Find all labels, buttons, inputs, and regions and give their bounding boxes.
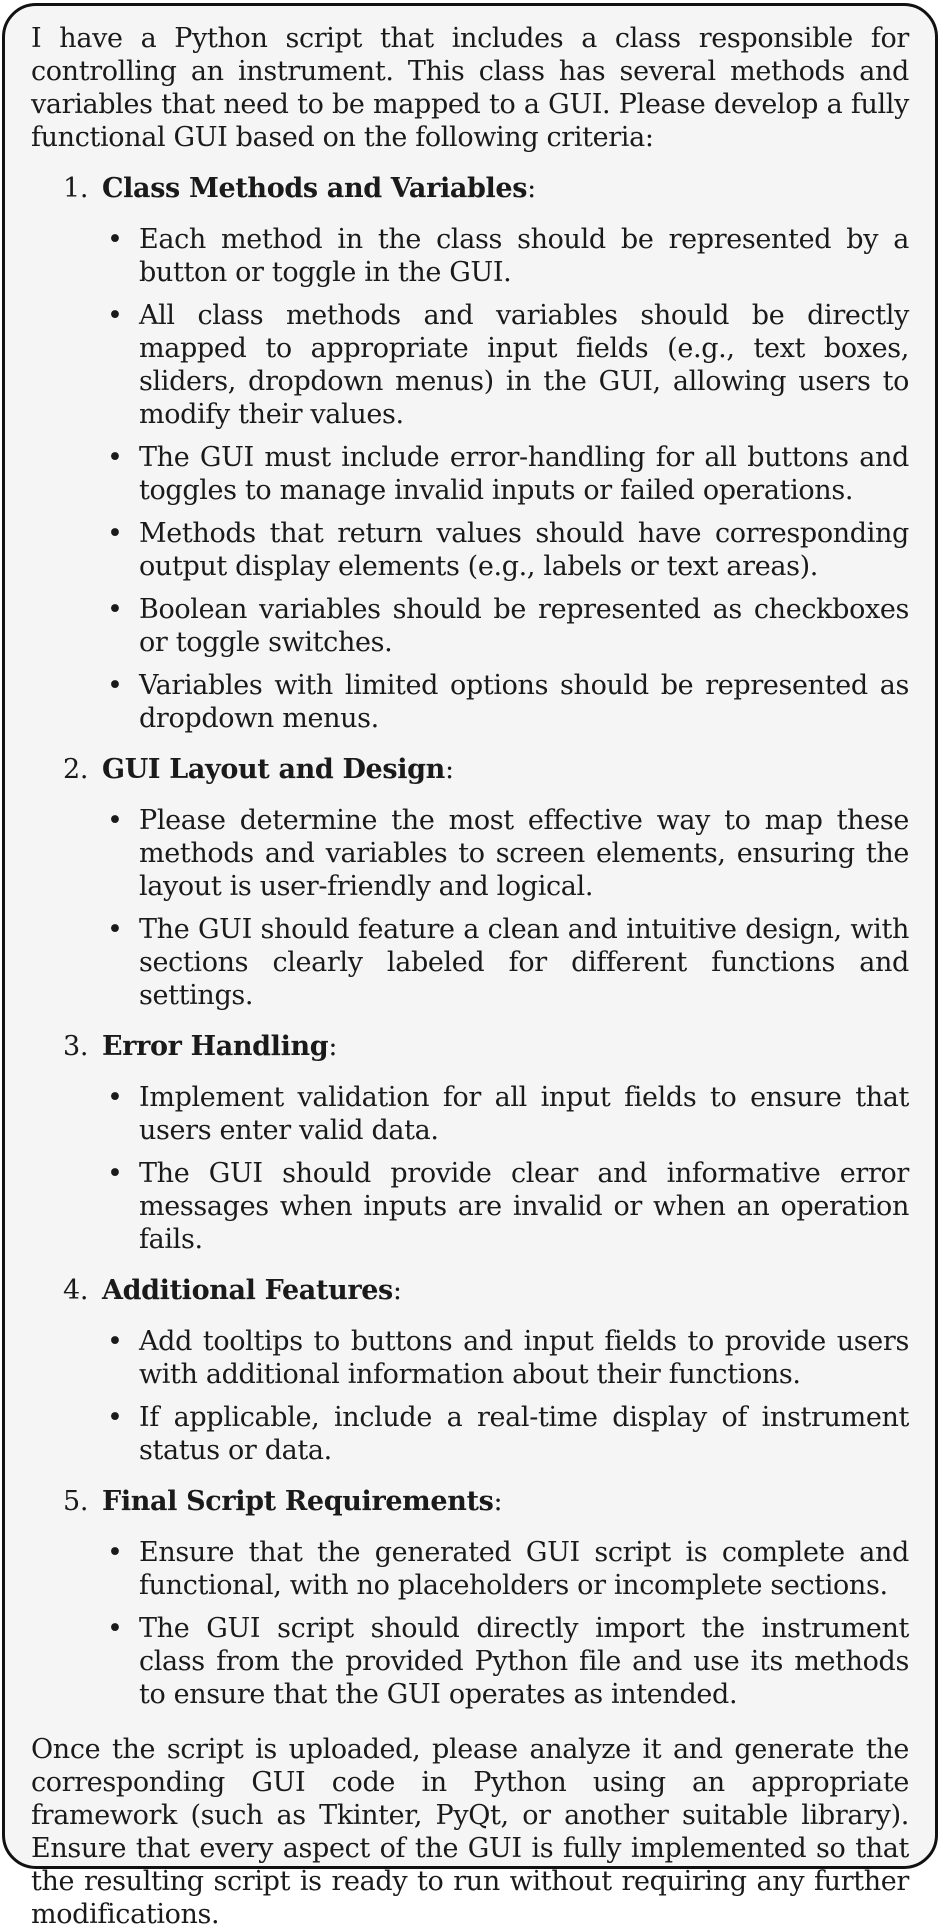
bullet-text: The GUI should provide clear and informative error messages when inputs are invalid or when an operation fails. bbox=[139, 1158, 909, 1255]
section-number: 3. bbox=[63, 1031, 89, 1062]
criteria-section bbox=[31, 1274, 909, 1467]
bullet-item bbox=[31, 441, 909, 507]
bullet-dot: • bbox=[107, 1537, 123, 1568]
bullet-text: If applicable, include a real-time display of instrument status or data. bbox=[139, 1402, 909, 1466]
bullet-item bbox=[31, 1157, 909, 1256]
bullet-item bbox=[31, 1401, 909, 1467]
bullet-item bbox=[31, 299, 909, 431]
bullet-item bbox=[31, 1612, 909, 1711]
bullet-item bbox=[31, 223, 909, 289]
section-number: 1. bbox=[63, 173, 89, 204]
bullet-dot: • bbox=[107, 300, 123, 331]
bullet-item bbox=[31, 1081, 909, 1147]
bullet-text: Variables with limited options should be represented as dropdown menus. bbox=[139, 670, 909, 734]
bullet-dot: • bbox=[107, 594, 123, 625]
bullet-list bbox=[31, 1081, 909, 1256]
criteria-section bbox=[31, 753, 909, 1012]
bullet-list bbox=[31, 223, 909, 735]
bullet-list bbox=[31, 1536, 909, 1711]
bullet-dot: • bbox=[107, 442, 123, 473]
section-title: Additional Features bbox=[102, 1275, 393, 1306]
section-number: 4. bbox=[63, 1275, 89, 1306]
bullet-item bbox=[31, 593, 909, 659]
criteria-section bbox=[31, 1030, 909, 1256]
bullet-text: All class methods and variables should be directly mapped to appropriate input fields (e.g., text boxes, sliders, dropdown menus) in the GUI, allowing users to modify their values. bbox=[139, 300, 909, 430]
bullet-text: The GUI should feature a clean and intuitive design, with sections clearly labeled for different functions and settings. bbox=[139, 914, 909, 1011]
criteria-section bbox=[31, 172, 909, 735]
section-heading: 1. Class Methods and Variables: bbox=[63, 173, 536, 204]
bullet-text: Each method in the class should be represented by a button or toggle in the GUI. bbox=[139, 224, 909, 288]
bullet-dot: • bbox=[107, 1326, 123, 1357]
outro-paragraph: Once the script is uploaded, please analyze it and generate the corresponding GUI code in Python using an appropriate framework (such as Tkinter, PyQt, or another suitable library). Ensure that every aspect of the GUI is fully implemented so that the resulting script is ready to run without requiring any further modifications. bbox=[31, 1734, 909, 1930]
bullet-text: Methods that return values should have corresponding output display elements (e.g., labels or text areas). bbox=[139, 518, 909, 582]
bullet-item bbox=[31, 1325, 909, 1391]
bullet-dot: • bbox=[107, 1613, 123, 1644]
bullet-item bbox=[31, 804, 909, 903]
section-number: 5. bbox=[63, 1486, 89, 1517]
section-title: Error Handling bbox=[102, 1031, 329, 1062]
bullet-dot: • bbox=[107, 670, 123, 701]
bullet-dot: • bbox=[107, 1082, 123, 1113]
bullet-text: The GUI must include error-handling for all buttons and toggles to manage invalid inputs or failed operations. bbox=[139, 442, 909, 506]
section-heading: 2. GUI Layout and Design: bbox=[63, 754, 454, 785]
section-heading: 3. Error Handling: bbox=[63, 1031, 338, 1062]
bullet-dot: • bbox=[107, 224, 123, 255]
prompt-card bbox=[2, 3, 938, 1930]
intro-paragraph: I have a Python script that includes a class responsible for controlling an instrument. This class has several methods and variables that need to be mapped to a GUI. Please develop a fully functional GUI based on the following criteria: bbox=[31, 23, 909, 153]
bullet-text: The GUI script should directly import the instrument class from the provided Python file and use its methods to ensure that the GUI operates as intended. bbox=[139, 1613, 909, 1710]
bullet-text: Please determine the most effective way to map these methods and variables to screen elements, ensuring the layout is user-friendly and logical. bbox=[139, 805, 909, 902]
section-heading: 4. Additional Features: bbox=[63, 1275, 402, 1306]
bullet-item bbox=[31, 913, 909, 1012]
bullet-dot: • bbox=[107, 805, 123, 836]
section-number: 2. bbox=[63, 754, 89, 785]
bullet-list bbox=[31, 804, 909, 1012]
section-title: Class Methods and Variables bbox=[102, 173, 528, 204]
section-title: GUI Layout and Design bbox=[102, 754, 445, 785]
bullet-text: Ensure that the generated GUI script is complete and functional, with no placeholders or incomplete sections. bbox=[139, 1537, 909, 1601]
criteria-section bbox=[31, 1485, 909, 1711]
bullet-text: Implement validation for all input fields to ensure that users enter valid data. bbox=[139, 1082, 909, 1146]
section-title: Final Script Requirements bbox=[102, 1486, 494, 1517]
bullet-dot: • bbox=[107, 1158, 123, 1189]
section-heading: 5. Final Script Requirements: bbox=[63, 1486, 503, 1517]
bullet-dot: • bbox=[107, 1402, 123, 1433]
criteria-list bbox=[31, 172, 909, 1711]
bullet-dot: • bbox=[107, 914, 123, 945]
bullet-item bbox=[31, 1536, 909, 1602]
bullet-text: Add tooltips to buttons and input fields to provide users with additional information about their functions. bbox=[139, 1326, 909, 1390]
bullet-dot: • bbox=[107, 518, 123, 549]
bullet-item bbox=[31, 517, 909, 583]
bullet-item bbox=[31, 669, 909, 735]
bullet-list bbox=[31, 1325, 909, 1467]
bullet-text: Boolean variables should be represented as checkboxes or toggle switches. bbox=[139, 594, 909, 658]
